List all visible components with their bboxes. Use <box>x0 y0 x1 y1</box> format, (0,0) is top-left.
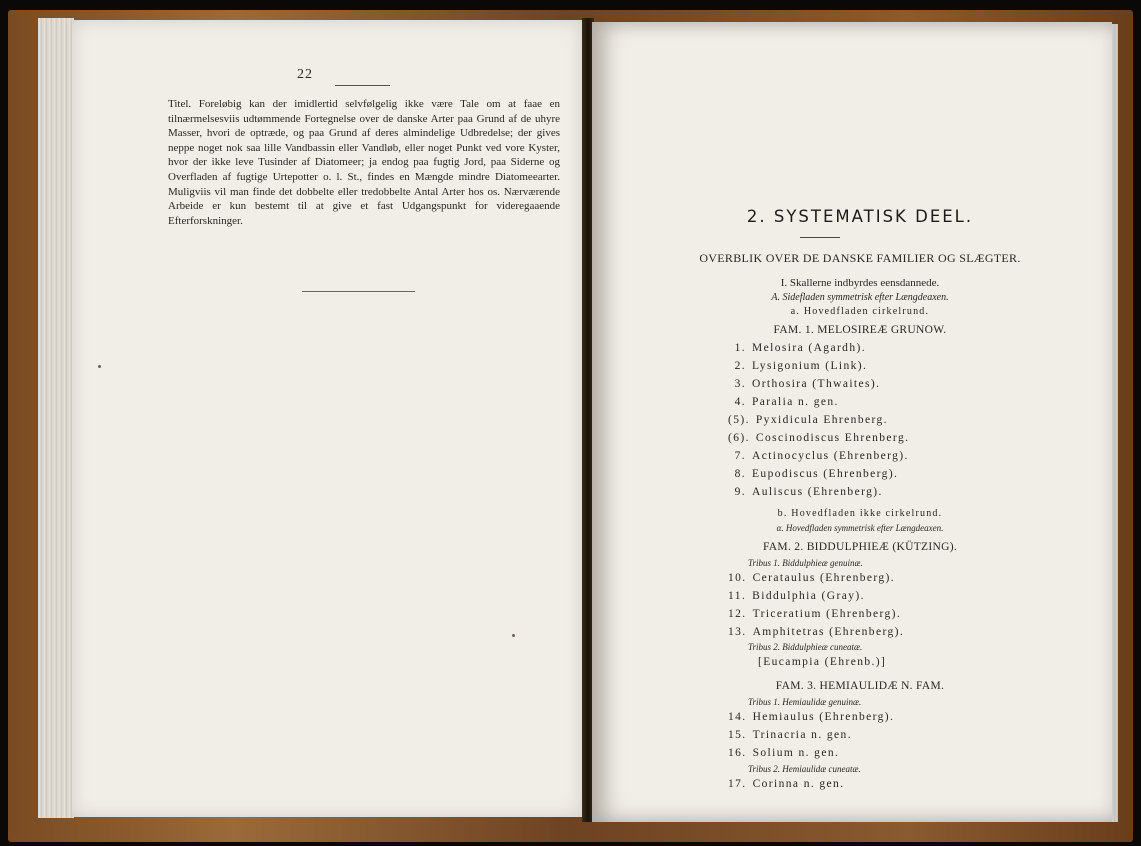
family-2-title: FAM. 2. BIDDULPHIEÆ (KÜTZING). <box>762 541 958 553</box>
genus-entry: 2. Lysigonium (Link). <box>734 360 868 372</box>
tribus-label: Tribus 1. Hemiaulidæ genuinæ. <box>748 697 862 707</box>
heading-b: b. Hovedfladen ikke cirkelrund. <box>777 508 943 519</box>
tribus-label: Tribus 2. Biddulphieæ cuneatæ. <box>748 642 863 652</box>
page-number: 22 <box>297 67 313 82</box>
genus-entry: 12. Triceratium (Ehrenberg). <box>728 608 902 620</box>
genus-entry: 10. Cerataulus (Ehrenberg). <box>728 572 896 584</box>
page-edges-left <box>38 18 74 818</box>
speck-mark <box>512 634 515 637</box>
overview-title: OVERBLIK OVER DE DANSKE FAMILIER OG SLÆGTER. <box>699 251 1021 265</box>
genus-entry: 3. Orthosira (Thwaites). <box>734 378 881 390</box>
section-title-rule <box>800 237 840 238</box>
page-number-rule <box>335 85 390 86</box>
heading-I: I. Skallerne indbyrdes eensdannede. <box>780 277 940 289</box>
genus-entry: 9. Auliscus (Ehrenberg). <box>734 486 883 498</box>
genus-entry: 15. Trinacria n. gen. <box>728 729 852 741</box>
speck-mark <box>98 365 101 368</box>
genus-entry: 11. Biddulphia (Gray). <box>728 590 865 602</box>
heading-a: a. Hovedfladen cirkelrund. <box>790 306 930 317</box>
genus-entry: (6). Coscinodiscus Ehrenberg. <box>728 432 910 444</box>
heading-A: A. Sidefladen symmetrisk efter Længdeaxen. <box>771 292 949 303</box>
body-paragraph: Titel. Foreløbig kan der imidlertid selvfølgelig ikke være Tale om at faae en tilnærmelsesviis udtømmende Fortegnelse over de danske Arter paa Grund af de uhyre Masser, hvori de optræde, og paa Grund af deres almindelige Udbredelse; der gives neppe noget nok saa lille Vandbassin eller Vandløb, eller noget Punkt ved vore Kyster, hvor der ikke leve Tusinder af Diatomeer; ja endog paa fugtig Jord, paa Siderne og Overfladen af fugtige Urtepotter o. l. St., findes en Mængde mindre Diatomeearter. Muligviis vil man finde det dobbelte eller tredobbelte Antal Arter hos os. Nærværende Arbeide er kun bestemt til at give et fast Udgangspunkt for videregaaende Efterforskninger. <box>168 98 560 227</box>
tribus-label: Tribus 1. Biddulphieæ genuinæ. <box>748 558 863 568</box>
genus-entry-bracketed: [Eucampia (Ehrenb.)] <box>758 656 887 668</box>
genus-entry: 8. Eupodiscus (Ehrenberg). <box>734 468 899 480</box>
genus-entry: (5). Pyxidicula Ehrenberg. <box>728 414 888 426</box>
genus-entry: 17. Corinna n. gen. <box>728 778 845 790</box>
section-title: 2. SYSTEMATISK DEEL. <box>746 207 974 226</box>
family-1-title: FAM. 1. MELOSIREÆ GRUNOW. <box>773 324 947 336</box>
tribus-label: Tribus 2. Hemiaulidæ cuneatæ. <box>748 764 861 774</box>
genus-entry: 4. Paralia n. gen. <box>734 396 839 408</box>
heading-alpha: α. Hovedfladen symmetrisk efter Længdeaxen. <box>776 523 944 533</box>
genus-entry: 1. Melosira (Agardh). <box>734 342 866 354</box>
section-divider <box>302 291 415 292</box>
genus-entry: 13. Amphitetras (Ehrenberg). <box>728 626 905 638</box>
genus-entry: 16. Solium n. gen. <box>728 747 840 759</box>
family-3-title: FAM. 3. HEMIAULIDÆ N. FAM. <box>775 680 945 692</box>
genus-entry: 14. Hemiaulus (Ehrenberg). <box>728 711 895 723</box>
genus-entry: 7. Actinocyclus (Ehrenberg). <box>734 450 909 462</box>
